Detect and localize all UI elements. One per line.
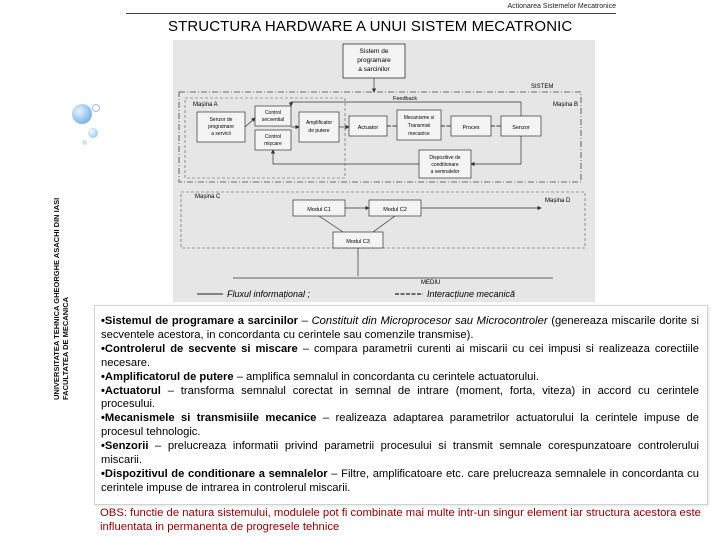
power-amplifier-line2: de putere xyxy=(308,128,330,134)
task-programming-line1: Sistem de xyxy=(359,48,389,55)
module-c2-label: Modul C2 xyxy=(383,207,407,213)
decorative-circle-small xyxy=(88,128,98,138)
programming-sensor-line1: Senzor de xyxy=(209,117,233,123)
mechanisms-line1: Mecanisme si xyxy=(403,115,435,121)
feedback-top-label: Feedback xyxy=(393,96,418,102)
conditioning-line2: conditionare xyxy=(431,162,459,168)
decorative-circle-ring xyxy=(92,104,100,112)
mechanisms-line2: Transmisii xyxy=(407,123,431,129)
machine-c-label: Mașina C xyxy=(195,194,221,200)
diagram-svg xyxy=(173,40,595,302)
machine-d-label: Mașina D xyxy=(545,198,571,204)
sequential-controller-line1: Control xyxy=(264,110,282,116)
legend-mechanical: Interacțiune mecanică xyxy=(427,289,516,299)
sequential-controller-box xyxy=(255,106,291,126)
bullet-mechanisms: •Mecanismele si transmisiile mecanice – realizeaza adaptarea parametrilor actuatorului la cerintele impuse de procesul tehnologic. xyxy=(101,412,699,439)
task-programming-line3: a sarcinilor xyxy=(358,66,390,73)
bullet-sensors: •Senzorii – prelucreaza informatii privind parametrii procesului si transmit semnale corespunzatoare controlerului miscarii. xyxy=(101,440,699,467)
actuator-label: Actuator xyxy=(357,125,379,131)
module-c3-label: Modul C3 xyxy=(346,239,370,245)
slide-title: STRUCTURA HARDWARE A UNUI SISTEM MECATRONIC xyxy=(168,18,573,35)
bullet-amplifier: •Amplificatorul de putere – amplifica semnalul in concordanta cu cerintele actuatorului. xyxy=(101,370,539,383)
power-amplifier-line1: Amplificator xyxy=(305,120,333,126)
movement-controller-line1: Control xyxy=(264,134,282,140)
bullet-task-programming: •Sistemul de programare a sarcinilor – Constituit din Microprocesor sau Microcontroler (genereaza miscarile dorite si secventele acestora, in concordanta cu cerintele sau comenzile transmise). xyxy=(101,315,699,341)
mechanisms-line3: mecanice xyxy=(408,131,430,137)
faculty-name: FACULTATEA DE MECANICA xyxy=(61,296,70,400)
bullet-controller: •Controlerul de secvente si miscare – compara parametrii curenti ai miscarii cu cei impusi si realizeaza corectiile necesare. xyxy=(101,342,699,369)
conditioning-line1: Dispozitive de xyxy=(429,155,461,161)
module-c1-label: Modul C1 xyxy=(307,207,331,213)
description-box xyxy=(94,305,708,505)
conditioning-line3: a semnalelor xyxy=(430,169,460,175)
machine-b-label: Mașina B xyxy=(553,102,579,108)
environment-label: MEDIU xyxy=(421,280,441,286)
course-title: Actionarea Sistemelor Mecatronice xyxy=(507,3,616,10)
bullet-conditioning: •Dispozitivul de conditionare a semnalelor – Filtre, amplificatoare etc. care prelucreaza semnalele in concordanta cu cerintele impuse de intrarea in controlerul miscarii. xyxy=(101,467,699,494)
legend-info-flow: Fluxul informațional ; xyxy=(227,289,311,299)
institution-vertical-label xyxy=(52,140,70,400)
sequential-controller-line2: secvential xyxy=(261,117,285,123)
header-rule xyxy=(126,13,616,14)
programming-sensor-line2: programare xyxy=(208,124,234,130)
process-label: Proces xyxy=(462,125,480,131)
bullet-actuator: •Actuatorul – transforma semnalul corectat in semnal de intrare (moment, forta, viteza) in accord cu cerintele procesului. xyxy=(101,384,699,411)
movement-controller-box xyxy=(255,130,291,150)
observation-note: OBS: functie de natura sistemului, modulele pot fi combinate mai multe intr-un singur element iar structura acestora este influentata in permanenta de progresele tehnice xyxy=(100,507,701,533)
task-programming-line2: programare xyxy=(357,57,391,64)
sensor-label: Senzor xyxy=(512,125,530,131)
programming-sensor-line3: a servicii xyxy=(211,131,231,137)
decorative-circle-dot xyxy=(82,140,87,145)
decorative-circle-large xyxy=(72,104,92,124)
system-label: SISTEM xyxy=(531,84,554,90)
movement-controller-line2: mișcare xyxy=(264,141,282,147)
university-name: UNIVERSITATEA TEHNICA GHEORGHE ASACHI DIN IASI xyxy=(52,197,61,400)
machine-a-label: Mașina A xyxy=(193,102,218,108)
hardware-diagram xyxy=(173,40,595,302)
power-amplifier-box xyxy=(299,112,339,142)
